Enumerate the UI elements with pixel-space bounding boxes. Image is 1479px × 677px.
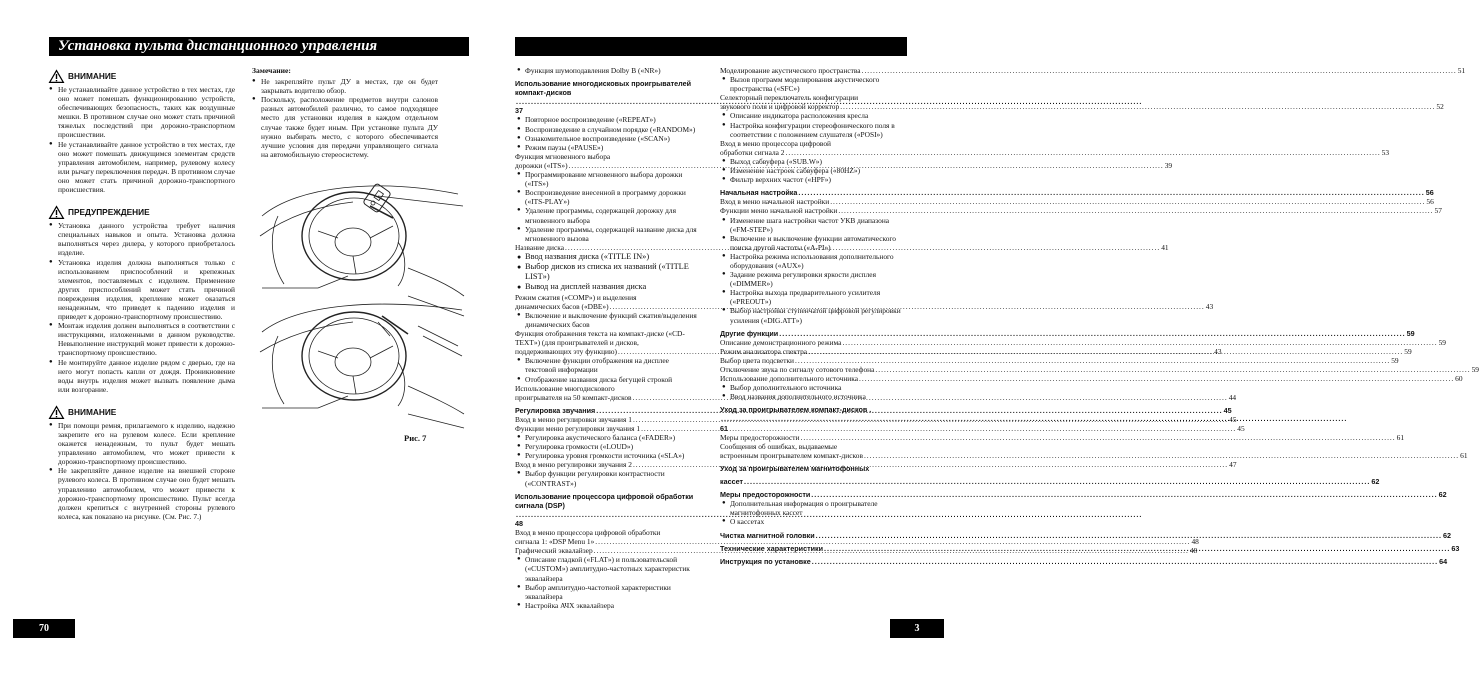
toc-section-heading: Уход за проигрывателем магнитофонных — [720, 463, 870, 473]
toc-entry: Вход в меню процессора цифровой — [720, 138, 831, 148]
toc-leader-dots — [786, 148, 1381, 157]
toc-bullet-item: ● Выбор дисков из списка их названий («TITLE LIST») — [515, 262, 699, 282]
toc-bullet-item: ● Выбор дополнительного источника — [720, 383, 905, 392]
toc-entry-text: дорожки («ITS») — [515, 160, 568, 170]
toc-page-number: 56 — [1426, 197, 1434, 207]
toc-entry-text: Использование многодисковых проигрывателей компакт-дисков — [515, 79, 692, 98]
warning-triangle-icon — [49, 70, 64, 83]
figure-caption: Рис. 7 — [404, 433, 427, 443]
toc-bullet-item: ● Ввод названия дополнительного источника — [720, 392, 905, 401]
note-column — [252, 66, 438, 159]
toc-entry-text: Меры предосторожности — [720, 432, 800, 442]
toc-leader-dots — [875, 365, 1470, 374]
toc-leader-dots — [721, 414, 1347, 423]
list-item: ● Не закрепляйте данное изделие на внешней стороне рулевого колеса. В противном случае оно будет мешать управлению автомобилем, что может привести к дорожно-транспортному происшествию. Пульт всегда должен крепиться с внутренней стороны рулевого колеса, как показано на рисунке. (См. Рис. 7.) — [49, 466, 235, 521]
toc-bullet-item: ● Выход сабвуфера («SUB.W») — [720, 157, 905, 166]
toc-page-number: 62 — [1442, 530, 1451, 540]
list-item: ● При помощи ремня, прилагаемого к изделию, надежно закрепите его на рулевом колесе. Если крепление окажется ненадежным, то пульт будет мешать управлению автомобилем, что может привести к дорожно-транспортному происшествию. — [49, 421, 235, 466]
toc-page-number: 48 — [1191, 537, 1199, 547]
toc-bullet-item: ● Описание гладкой («FLAT») и пользовательской («CUSTOM») амплитудно-частотных характеристик эквалайзера — [515, 555, 699, 582]
warning-list-3 — [49, 421, 235, 521]
toc-page-number: 59 — [1438, 337, 1446, 347]
toc-section-heading — [720, 556, 1448, 566]
toc-bullet-item: ● Настройка выхода предварительного усилителя («PREOUT») — [720, 288, 905, 306]
toc-entry-text: Технические характеристики — [720, 543, 824, 553]
warning-heading-text: ВНИМАНИЕ — [68, 406, 117, 417]
note-heading: Замечание: — [252, 66, 291, 75]
toc-bullet-item: ● Настройка АЧХ эквалайзера — [515, 601, 699, 610]
toc-bullet-item: ● Выбор функции регулировки контрастности («CONTRAST») — [515, 469, 699, 487]
toc-page-number: 37 — [515, 106, 523, 116]
toc-entry-text: Функции меню регулировки звучания 1 — [515, 424, 641, 433]
toc-leader-dots — [779, 329, 1405, 338]
toc-page-number: 43 — [1214, 347, 1222, 357]
toc-page-number: 44 — [1228, 392, 1237, 402]
toc-entry-text: Использование процессора цифровой обработки сигнала (DSP) — [515, 491, 694, 510]
toc-bullet-item: ● Функция шумоподавления Dolby B («NR») — [515, 66, 699, 75]
toc-bullet-item: ● Вызов программ моделирования акустического пространства («SFC») — [720, 75, 905, 93]
toc-bullet-item: ● Регулировка уровня громкости источника («SLA») — [515, 451, 699, 460]
toc-bullet-item: ● Регулировка громкости («LOUD») — [515, 442, 699, 451]
toc-leader-dots — [798, 188, 1424, 197]
toc-entry-text: Графический эквалайзер — [515, 546, 593, 556]
toc-leader-dots — [744, 477, 1370, 486]
warning-list-2 — [49, 221, 235, 394]
toc-entry — [720, 197, 1434, 207]
toc-entry — [515, 414, 1237, 424]
toc-entry — [720, 365, 1479, 374]
toc-page-number: 62 — [1438, 490, 1447, 500]
list-item: ● Установка изделия должна выполняться только с использованием приспособлений и крепежных элементов, поставляемых с изделием. Применение других приспособлений может стать причиной повреждения изделия, крепление может оказаться ненадежным, что приведет к падению изделия и приведет к дорожно-транспортному происшествию. — [49, 258, 235, 322]
toc-leader-dots — [862, 66, 1457, 75]
list-item: ● Монтаж изделия должен выполняться в соответствии с инструкциями, изложенными в данном руководстве. Невыполнение инструкций может привести к дорожно-транспортному происшествию. — [49, 321, 235, 357]
toc-entry-text: Инструкция по установке — [720, 556, 811, 566]
warning-triangle-icon — [49, 206, 64, 219]
toc-entry-text: Использование дополнительного источника — [720, 374, 858, 384]
toc-page-number: 57 — [1434, 206, 1442, 216]
toc-page-number: 48 — [515, 518, 523, 528]
warning-heading-3 — [49, 406, 235, 419]
toc-page-number: 47 — [1229, 460, 1237, 470]
toc-page-number: 39 — [1164, 160, 1173, 170]
toc-page-number: 59 — [1406, 328, 1415, 338]
toc-entry: Функция отображения текста на компакт-диске («CD-TEXT») (для проигрывателей и дисков, — [515, 329, 685, 348]
toc-page-number: 45 — [1237, 424, 1245, 433]
toc-bullet-item: ● Ознакомительное воспроизведение («SCAN») — [515, 134, 699, 143]
toc-page-number: 48 — [1189, 546, 1198, 556]
toc-leader-dots — [859, 374, 1454, 383]
toc-bullet-item: ● Программирование мгновенного выбора дорожки («ITS») — [515, 170, 699, 188]
toc-bullet-item: ● Задание режима регулировки яркости дисплея («DIMMER») — [720, 270, 905, 288]
toc-entry — [720, 102, 1444, 112]
toc-bullet-item: ● Включение и выключение функций сжатия/выделения динамических басов — [515, 311, 699, 329]
toc-entry-text: Режим анализатора спектра — [720, 346, 808, 356]
toc-page-number: 41 — [1161, 242, 1169, 252]
toc-section-heading — [515, 79, 699, 115]
toc-entry — [720, 147, 1390, 157]
toc-entry-text: кассет — [720, 477, 744, 487]
toc-entry-text: Функции меню начальной настройки — [720, 206, 838, 216]
list-item: ● Не монтируйте данное изделие рядом с дверью, где на него могут попасть капли от дождя. Проникновение воды внутрь изделия может вызвать появление дыма или возгорание. — [49, 358, 235, 394]
toc-entry — [720, 66, 1466, 75]
page-number-left: 70 — [13, 619, 75, 638]
toc-page-number: 51 — [1457, 66, 1466, 75]
toc-bullet-item: ● Включение функции отображения на дисплее текстовой информации — [515, 356, 699, 374]
toc-bullet-item: ● Регулировка акустического баланса («FADER») — [515, 433, 699, 442]
toc-section-heading — [720, 490, 1447, 500]
steering-wheel-figure — [258, 176, 466, 428]
toc-section-heading — [720, 530, 1451, 540]
toc-bullet-item: ● Настройка конфигурации стереофонического поля в соответствии с положением слушателя («POSI») — [720, 121, 905, 139]
toc-page-number: 61 — [1460, 450, 1468, 460]
toc-leader-dots — [864, 451, 1459, 460]
toc-entry-text: Выбор цвета подсветки — [720, 355, 795, 365]
toc-page-number: 52 — [1436, 102, 1444, 112]
toc-bullet-item: ● О кассетах — [720, 517, 905, 526]
toc-bullet-item: ● Настройка режима использования дополнительного оборудования («AUX») — [720, 252, 905, 270]
list-item: ● Не устанавливайте данное устройство в тех местах, где оно может помешать функционированию устройств, обеспечивающих безопасность, таких как воздушные мешки. В противном случае оно может стать причиной тяжелых последствий при дорожно-транспортном происшествии. — [49, 85, 235, 140]
toc-page-number: 59 — [1471, 365, 1479, 374]
list-item: ● Не закрепляйте пульт ДУ в местах, где он будет закрывать водителю обзор. — [252, 77, 438, 95]
toc-entry-text: поддерживающих эту функцию) — [515, 347, 617, 357]
right-header-bar — [515, 37, 907, 56]
toc-entry: Вход в меню процессора цифровой обработки — [515, 528, 661, 538]
toc-entry-text: Другие функции — [720, 328, 779, 338]
toc-entry-text: динамических басов («DBE») — [515, 301, 609, 311]
toc-page-number: 59 — [1404, 346, 1412, 356]
toc-bullet-item: ● Удаление программы, содержащей название диска для мгновенного вызова — [515, 225, 699, 243]
toc-leader-dots — [824, 544, 1450, 556]
note-list — [252, 77, 438, 159]
toc-entry-text: обработки сигнала 2 — [720, 147, 785, 157]
toc-leader-dots — [811, 490, 1437, 499]
toc-page-number: 45 — [1223, 405, 1232, 415]
toc-page-number: 53 — [1381, 147, 1390, 157]
toc-bullet-item: ● Выбор настройки ступенчатой цифровой регулировки усиления («DIG.ATT») — [720, 306, 905, 324]
toc-entry-text: Отключение звука по сигналу сотового телефона — [720, 365, 875, 374]
warning-heading-1 — [49, 70, 235, 83]
toc-entry-text: Уход за проигрывателем компакт-дисков . — [720, 405, 872, 415]
toc-entry-text: Вход в меню регулировки звучания 1 — [515, 414, 632, 424]
left-column — [49, 70, 235, 521]
toc-leader-dots — [840, 102, 1435, 111]
toc-section-heading — [515, 492, 699, 528]
toc-bullet-item: ● Режим паузы («PAUSE») — [515, 143, 699, 152]
toc-section-heading — [720, 405, 905, 432]
toc-entry-text: Вход в меню регулировки звучания 2 — [515, 460, 632, 470]
toc-leader-dots — [795, 356, 1390, 365]
warning-heading-text: ПРЕДУПРЕЖДЕНИЕ — [68, 207, 150, 218]
toc-bullet-item: ● Изменение настроек сабвуфера («80HZ») — [720, 166, 905, 175]
toc-page-number: 61 — [720, 423, 728, 433]
toc-section-heading — [720, 477, 1380, 487]
toc-entry — [720, 374, 1463, 384]
toc-section-heading — [720, 328, 1415, 338]
toc-bullet-item: ● Вывод на дисплей названия диска — [515, 282, 699, 292]
toc-leader-dots — [842, 338, 1437, 347]
toc-entry: Селекторный переключатель конфигурации — [720, 93, 859, 103]
warning-heading-text: ВНИМАНИЕ — [68, 70, 117, 81]
toc-bullet-item: ● Воспроизведение внесенной в программу дорожки («ITS-PLAY») — [515, 188, 699, 206]
toc-bullet-item: ● Включение и выключение функции автоматического поиска другой частоты («A-PI») — [720, 234, 905, 252]
toc-entry-text: Регулировка звучания — [515, 405, 596, 415]
toc-bullet-item: ● Отображение названия диска бегущей строкой — [515, 375, 699, 384]
toc-page-number: 62 — [1371, 477, 1380, 487]
toc-page-number: 61 — [1396, 432, 1405, 442]
left-page — [0, 0, 477, 677]
toc-page-number: 59 — [1391, 355, 1399, 365]
toc-entry — [515, 537, 1199, 547]
toc-entry-text: Название диска — [515, 242, 565, 252]
toc-page-number: 64 — [1439, 556, 1448, 566]
toc-leader-dots — [800, 433, 1395, 442]
toc-bullet-item: ● Выбор амплитудно-частотной характеристики эквалайзера — [515, 583, 699, 601]
toc-entry-text: Чистка магнитной головки — [720, 530, 815, 540]
toc-page-number: 56 — [1425, 188, 1434, 198]
list-item: ● Установка данного устройства требует наличия специальных навыков и опыта. Установка должна выполняться через дилера, у которого приобреталось изделие. — [49, 221, 235, 257]
toc-leader-dots — [812, 557, 1438, 566]
toc-leader-dots — [838, 206, 1433, 215]
toc-entry: Функция мгновенного выбора — [515, 151, 611, 161]
toc-leader-dots — [830, 197, 1425, 206]
toc-bullet-item: ● Изменение шага настройки частот УКВ диапазона («FM-STEP») — [720, 216, 905, 234]
toc-entry — [720, 450, 1468, 460]
toc-entry — [720, 206, 1442, 216]
right-page — [477, 0, 1479, 677]
toc-bullet-item: ● Ввод названия диска («TITLE IN») — [515, 252, 699, 262]
toc-bullet-item: ● Описание индикатора расположения кресла — [720, 111, 905, 120]
toc-entry-text: Начальная настройка — [720, 188, 798, 198]
list-item: ● Поскольку, расположение предметов внутри салонов разных автомобилей различно, то самое подходящее место для установки изделия в каждом отдельном случае также будет иным. При установке пульта ДУ нужно выбирать место, с которого обеспечивается лучшие условия для передачи управляющего сигнала на автомобильную стереосистему. — [252, 95, 438, 159]
toc-entry: Использование многодискового — [515, 383, 615, 393]
toc-entry-text: Меры предосторожности — [720, 490, 811, 500]
toc-entry-text: Описание демонстрационного режима — [720, 337, 842, 347]
toc-leader-dots — [808, 347, 1403, 356]
toc-leader-dots — [816, 531, 1442, 540]
toc-bullet-item: ● Удаление программы, содержащей дорожку для мгновенного выбора — [515, 206, 699, 224]
toc-page-number: 45 — [1229, 414, 1237, 424]
toc-bullet-item: ● Дополнительная информация о проигрывателе магнитофонных кассет — [720, 499, 905, 517]
warning-list-1 — [49, 85, 235, 194]
toc-entry-text: проигрывателя на 50 компакт-дисков — [515, 392, 632, 402]
page-number-right: 3 — [890, 619, 944, 638]
toc-section-heading — [720, 188, 1434, 198]
toc-page-number: 43 — [1205, 301, 1214, 311]
toc-entry — [720, 432, 1405, 442]
toc-page-number: 60 — [1455, 374, 1463, 384]
toc-entry-text: сигнала 1: «DSP Menu 1» — [515, 537, 595, 547]
warning-triangle-icon — [49, 406, 64, 419]
left-header-bar — [49, 37, 469, 56]
toc-entry-text: Моделирование акустического пространства — [720, 66, 861, 75]
toc-entry-text: встроенным проигрывателем компакт-дисков — [720, 450, 863, 460]
toc-entry-text: Вход в меню начальной настройки — [720, 197, 830, 207]
toc-entry: Сообщения об ошибках, выдаваемые — [720, 441, 838, 451]
list-item: ● Не устанавливайте данное устройство в тех местах, где оно может помешать движущимся элементам средств управления автомобилем, например, рулевому колесу или рычагу переключения передач. В противном случае оно может стать причиной дорожно-транспортного происшествия. — [49, 140, 235, 195]
warning-heading-2 — [49, 206, 235, 219]
toc-entry — [720, 337, 1446, 347]
toc-bullet-item: ● Воспроизведение в случайном порядке («RANDOM») — [515, 125, 699, 134]
toc-entry: Режим сжатия («COMP») и выделения — [515, 292, 637, 302]
toc-entry — [720, 355, 1399, 365]
page-title: Установка пульта дистанционного управления — [58, 38, 378, 54]
toc-entry — [515, 301, 1214, 311]
toc-leader-dots — [610, 302, 1205, 311]
toc-page-number: 63 — [1451, 543, 1460, 553]
toc-entry-text: звукового поля и цифровой корректор — [720, 102, 840, 112]
toc-bullet-item: ● Повторное воспроизведение («REPEAT») — [515, 115, 699, 124]
toc-bullet-item: ● Фильтр верхних частот («HPF») — [720, 175, 905, 184]
